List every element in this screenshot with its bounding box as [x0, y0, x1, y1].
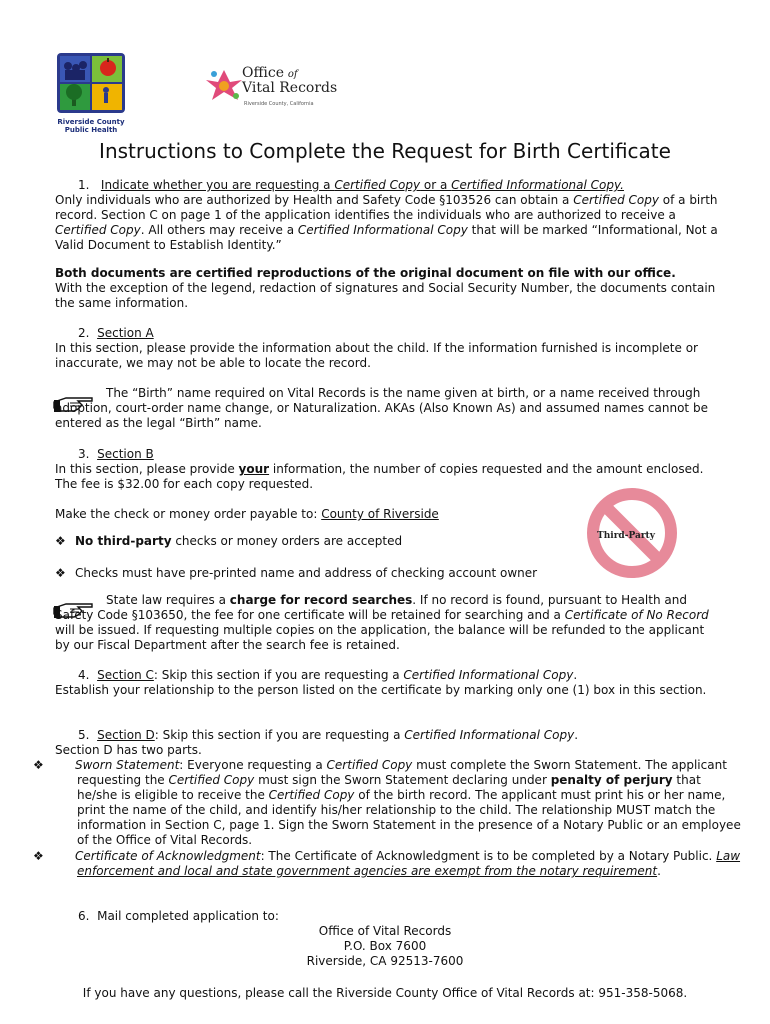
no-third-party-stamp	[586, 487, 678, 579]
county-logo-graphic	[56, 52, 126, 114]
address-line2: P.O. Box 7600	[343, 939, 427, 953]
office-logo-line1: Office	[242, 65, 285, 81]
section2-paragraph: In this section, please provide the information about the child. If the information furnished is incomplete or inaccurate, we may not be able to locate the record.	[55, 341, 698, 370]
section1-paragraph2: With the exception of the legend, redaction of signatures and Social Security Number, the documents contain the same information.	[55, 281, 716, 310]
address-line3: Riverside, CA 92513-7600	[306, 954, 464, 968]
bullet-acknowledgment: ❖ Certificate of Acknowledgment: The Certificate of Acknowledgment is to be completed by a Notary Public. Law enforcement and local and state government agencies are exempt from the notary requirement.	[33, 849, 741, 878]
section2-heading: 2. Section A	[78, 326, 154, 340]
bullet-sworn-statement: ❖ Sworn Statement: Everyone requesting a Certified Copy must complete the Sworn Statement. The applicant requesting the Certified Copy must sign the Sworn Statement declaring under penalty of perjury that he/she is eligible to receive the Certified Copy of the birth record. The applicant must print his or her name, print the name of the child, and identify his/her relationship to the child. The relationship MUST match the information in Section C, page 1. Sign the Sworn Statement in the presence of a Notary Public or an employee of the Office of Vital Records.	[33, 758, 741, 847]
section2-note: The “Birth” name required on Vital Records is the name given at birth, or a name received through adoption, court-order name change, or Naturalization. AKAs (Also Known As) and assumed names cannot be entered as the legal “Birth” name.	[55, 386, 708, 430]
footer-contact: If you have any questions, please call the Riverside County Office of Vital Records at: 951-358-5068.	[82, 986, 688, 1000]
section4-paragraph: Establish your relationship to the person listed on the certificate by marking only one (1) box in this section.	[55, 683, 707, 697]
section5-heading: 5. Section D: Skip this section if you are requesting a Certified Informational Copy.	[78, 728, 579, 742]
diamond-bullet-icon: ❖	[55, 534, 66, 548]
office-logo-line2: Vital Records	[242, 80, 338, 96]
section5-paragraph: Section D has two parts.	[55, 743, 202, 757]
office-logo-of: of	[287, 69, 298, 80]
section1-bold-note: Both documents are certified reproductions of the original document on file with our office.	[55, 266, 676, 280]
county-logo-text1: Riverside County	[57, 118, 125, 126]
office-logo	[204, 66, 349, 106]
county-logo	[56, 52, 126, 132]
section3-paragraph: In this section, please provide your information, the number of copies requested and the amount enclosed. The fee is $32.00 for each copy requested.	[55, 462, 704, 491]
section1-heading: 1. Indicate whether you are requesting a Certified Copy or a Certified Informational Copy.	[78, 178, 624, 192]
payable-line: Make the check or money order payable to: County of Riverside	[55, 507, 439, 521]
address-line1: Office of Vital Records	[318, 924, 452, 938]
section6-heading: 6. Mail completed application to:	[78, 909, 279, 923]
stamp-label: Third-Party	[597, 531, 655, 541]
county-logo-text2: Public Health	[64, 126, 118, 132]
section3-heading: 3. Section B	[78, 447, 154, 461]
diamond-bullet-icon: ❖	[55, 566, 66, 580]
diamond-bullet-icon: ❖	[33, 758, 44, 772]
section3-note: State law requires a charge for record searches. If no record is found, pursuant to Health and Safety Code §103650, the fee for one certificate will be retained for searching and a Certificate of No Record will be issued. If requesting multiple copies on the application, the balance will be refunded to the applicant by our Fiscal Department after the search fee is retained.	[55, 593, 709, 652]
bullet-preprinted: ❖ Checks must have pre-printed name and address of checking account owner	[55, 566, 538, 580]
page-title: Instructions to Complete the Request for Birth Certificate	[99, 139, 671, 163]
diamond-bullet-icon: ❖	[33, 849, 44, 863]
office-logo-mark	[204, 68, 244, 104]
section1-paragraph: Only individuals who are authorized by Health and Safety Code §103526 can obtain a Certified Copy of a birth record. Section C on page 1 of the application identifies the individuals who are authorized to receive a Certified Copy. All others may receive a Certified Informational Copy that will be marked “Informational, Not a Valid Document to Establish Identity.”	[55, 193, 718, 252]
office-logo-sub: Riverside County, California	[244, 101, 314, 107]
bullet-no-third-party: ❖ No third-party checks or money orders are accepted	[55, 534, 403, 548]
section4-heading: 4. Section C: Skip this section if you are requesting a Certified Informational Copy.	[78, 668, 578, 682]
